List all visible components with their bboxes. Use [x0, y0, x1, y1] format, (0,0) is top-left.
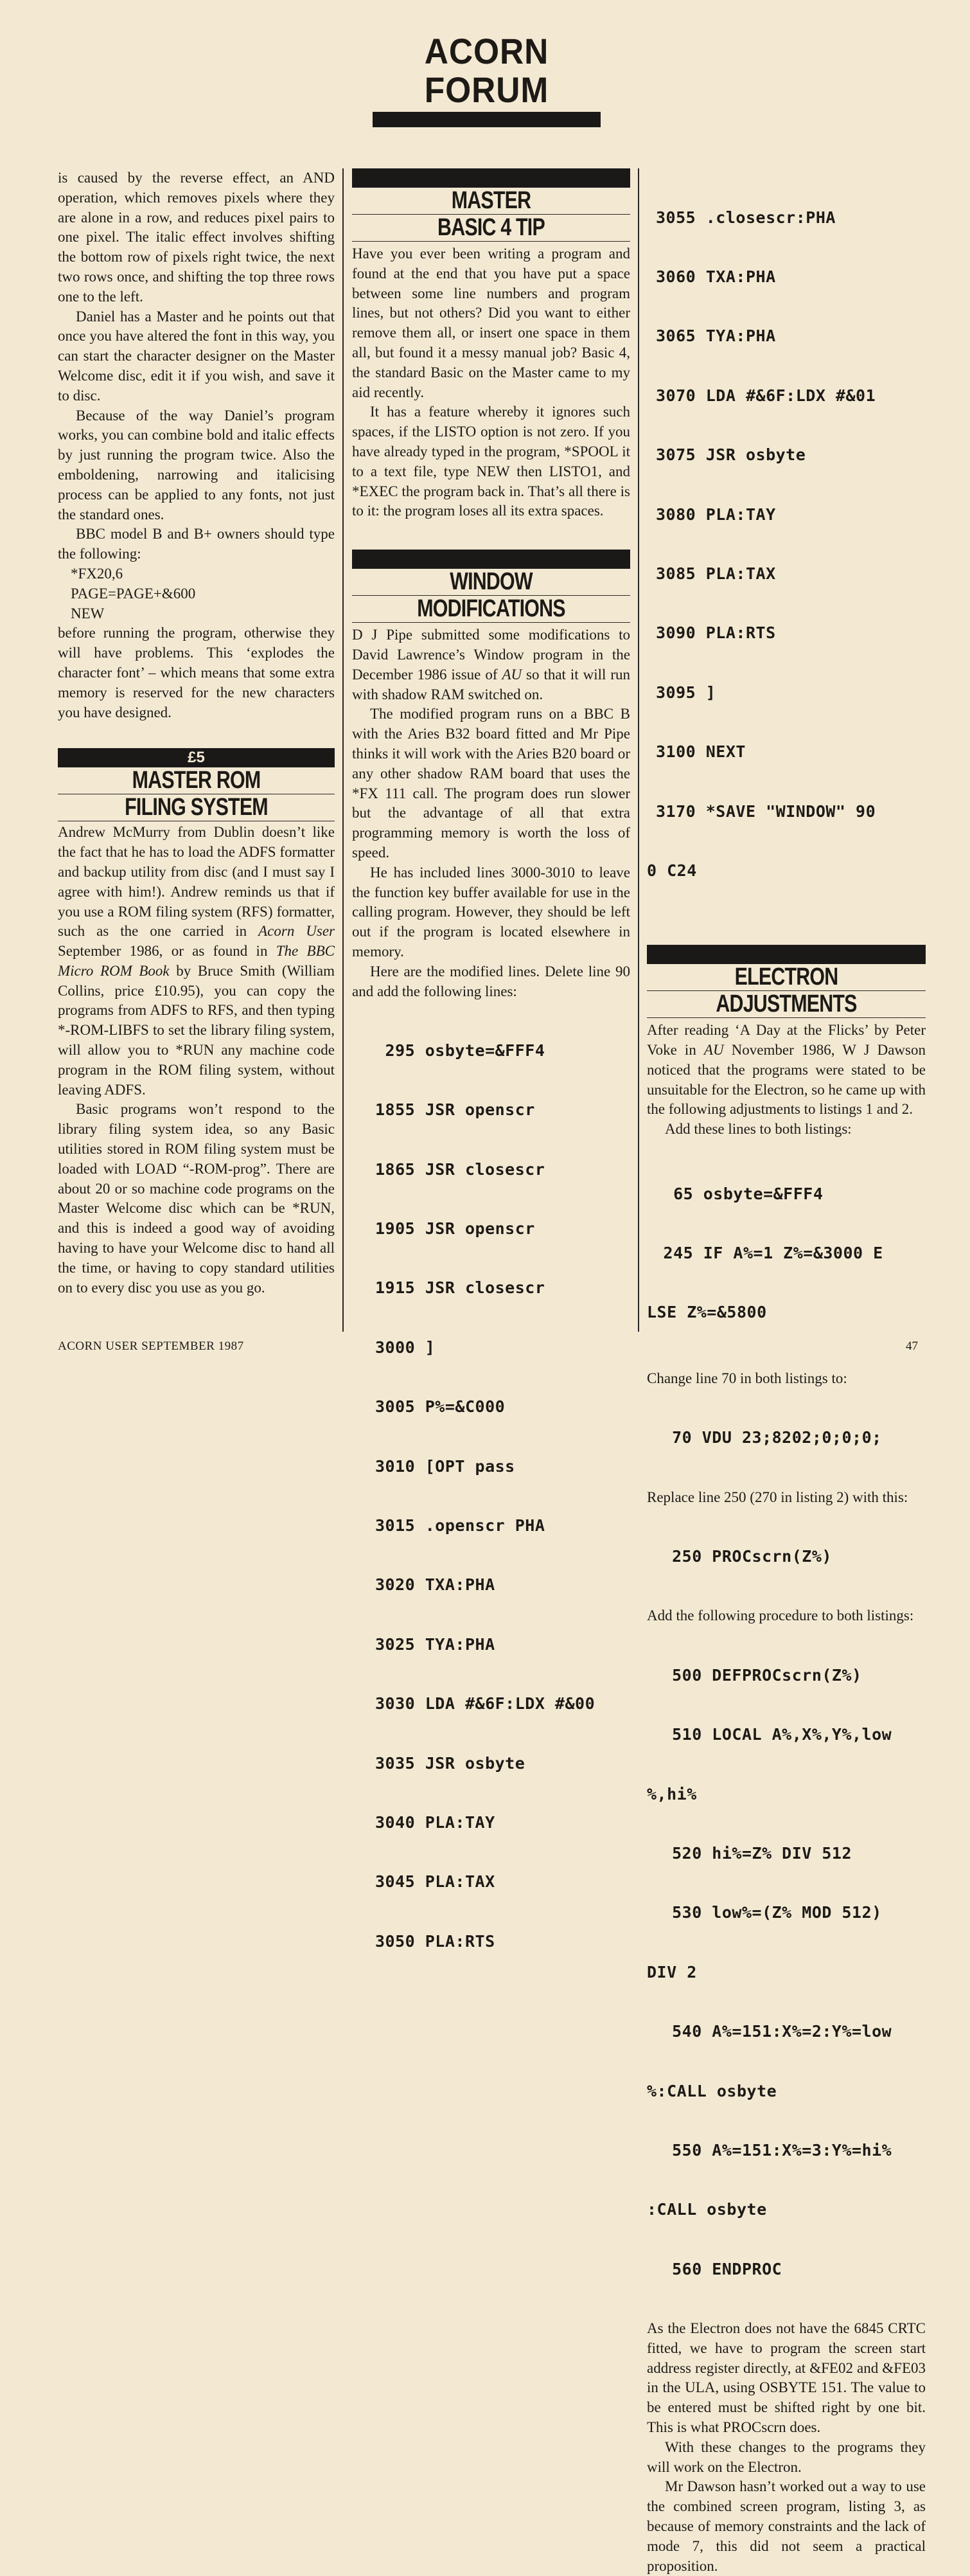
code-line: PAGE=PAGE+&600: [71, 585, 196, 602]
code-line: 295 osbyte=&FFF4: [375, 1041, 545, 1060]
heading-bar: [647, 945, 926, 964]
column-rule: [638, 168, 639, 1332]
window-section-heading: [352, 550, 630, 623]
code-line: :CALL osbyte: [647, 2200, 767, 2219]
code-line: 1865 JSR closescr: [375, 1159, 545, 1179]
code-line: 3005 P%=&C000: [375, 1397, 506, 1417]
paragraph: Because of the way Daniel’s program works, you can combine bold and italic effects by just running the program twice. Also the emboldening, narrowing and italicising process can be applied to any fonts, not just the standard ones.: [58, 407, 335, 523]
code-line: 560 ENDPROC: [652, 2259, 782, 2278]
code-line: 3030 LDA #&6F:LDX #&00: [375, 1694, 595, 1713]
code-listing: [647, 1145, 926, 1363]
code-line: 3040 PLA:TAY: [375, 1812, 495, 1832]
paragraph: After reading ‘A Day at the Flicks’ by Peter Voke in AU November 1986, W J Dawson noticed that the programs were stated to be unsuitable for the Electron, so he came up with the following adjustments to listings 1 and 2.: [647, 1022, 926, 1118]
code-line: 510 LOCAL A%,X%,Y%,low: [652, 1725, 892, 1744]
code-listing: [647, 168, 926, 920]
code-line: 70 VDU 23;8202;0;0;0;: [652, 1428, 882, 1447]
code-line: 3045 PLA:TAX: [375, 1872, 495, 1892]
code-line: 3035 JSR osbyte: [375, 1753, 525, 1773]
paragraph: Daniel has a Master and he points out that once you have altered the font in this way, you can start the character designer on the Master Welcome disc, edit it if you wish, and save it to disc.: [58, 308, 335, 404]
code-line: LSE Z%=&5800: [647, 1303, 767, 1322]
code-line: 3090 PLA:RTS: [656, 623, 776, 643]
code-line: 540 A%=151:X%=2:Y%=low: [652, 2022, 892, 2041]
column-3: [647, 168, 926, 2576]
code-line: 1915 JSR closescr: [375, 1278, 545, 1298]
code-line: 520 hi%=Z% DIV 512: [652, 1843, 852, 1863]
heading-bar: [352, 168, 630, 188]
basic-section-heading: [352, 168, 630, 242]
code-line: %:CALL osbyte: [647, 2081, 777, 2100]
code-line: 530 low%=(Z% MOD 512): [652, 1903, 882, 1922]
code-line: 3075 JSR osbyte: [656, 445, 806, 465]
code-listing: [647, 1507, 926, 1606]
code-listing: [647, 1626, 926, 2319]
code-line: 1905 JSR openscr: [375, 1219, 535, 1239]
masthead-bar: [373, 112, 601, 127]
paragraph: With these changes to the programs they will work on the Electron.: [647, 2438, 926, 2475]
section-heading: WINDOW: [450, 568, 533, 596]
code-line: 3025 TYA:PHA: [375, 1634, 495, 1654]
masthead: [373, 32, 601, 127]
paragraph: Basic programs won’t respond to the library filing system idea, so any Basic utilities stored in ROM filing system must be loaded with LOAD “-ROM-prog”. There are about 20 or so machine code programs on the Master Welcome disc which can be *RUN, and this is indeed a good way of avoiding having to have your Welcome disc to hand all the time, or having to copy standard utilities on to every disc you use as you go.: [58, 1101, 335, 1296]
column-2: [352, 168, 630, 1991]
code-line: 3170 *SAVE "WINDOW" 90: [656, 801, 876, 821]
code-line: DIV 2: [647, 1962, 697, 1981]
section-heading: ELECTRON: [734, 963, 838, 991]
section-heading: FILING SYSTEM: [125, 794, 268, 821]
paragraph: Have you ever been writing a program and found at the end that you have put a space between some line numbers and program lines, but not others? Did you want to either remove them all, or insert one space in them all, but found it a messy manual job? Basic 4, the standard Basic on the Master came to my aid recently.: [352, 246, 630, 400]
footer-publication: ACORN USER SEPTEMBER 1987: [58, 1339, 244, 1353]
paragraph: Andrew McMurry from Dublin doesn’t like the fact that he has to load the ADFS formatter and backup utility from disc (and I must say I agree with him!). Andrew reminds us that if you use a ROM filing system (RFS) formatter, such as the one carried in Acorn User September 1986, or as found in The BBC Micro ROM Book by Bruce Smith (William Collins, price £10.95), you can copy the programs from ADFS to RFS, and then typing *-ROM-LIBFS to set the library filing system, will allow you to *RUN any machine code program in the ROM filing system, without leaving ADFS.: [58, 824, 335, 1098]
code-line: 3050 PLA:RTS: [375, 1931, 495, 1951]
electron-section-heading: [647, 945, 926, 1018]
code-line: 3060 TXA:PHA: [656, 267, 776, 286]
code-line: 3000 ]: [375, 1337, 436, 1357]
page-number: 47: [906, 1339, 918, 1353]
prize-badge: £5: [58, 748, 335, 767]
paragraph: D J Pipe submitted some modifications to David Lawrence’s Window program in the December 1986 issue of AU so that it will run with shadow RAM switched on.: [352, 627, 630, 702]
code-line: %,hi%: [647, 1784, 697, 1803]
paragraph: before running the program, otherwise they will have problems. This ‘explodes the character font’ – which means that some extra memory is reserved for the new characters you have designed.: [58, 625, 335, 720]
section-title: ACORN FORUM: [424, 31, 549, 110]
code-listing: [647, 1389, 926, 1488]
code-line: 500 DEFPROCscrn(Z%): [652, 1665, 862, 1685]
code-listing: [352, 1001, 630, 1991]
code-line: 1855 JSR openscr: [375, 1100, 535, 1120]
paragraph: Mr Dawson hasn’t worked out a way to use the combined screen program, listing 3, as because of memory constraints and the lack of mode 7, this did not seem a practical proposition.: [647, 2478, 926, 2574]
code-line: 550 A%=151:X%=3:Y%=hi%: [652, 2140, 892, 2160]
section-heading: MODIFICATIONS: [417, 595, 565, 623]
section-heading: ADJUSTMENTS: [716, 990, 857, 1018]
code-line: 65 osbyte=&FFF4: [653, 1184, 824, 1203]
heading-rule: [352, 241, 630, 242]
code-line: 3070 LDA #&6F:LDX #&01: [656, 386, 876, 405]
paragraph: Add these lines to both listings:: [665, 1121, 852, 1138]
code-line: 3085 PLA:TAX: [656, 564, 776, 583]
heading-rule: [352, 622, 630, 623]
paragraph: Add the following procedure to both listings:: [647, 1607, 914, 1624]
paragraph: Here are the modified lines. Delete line 90 and add the following lines:: [352, 963, 630, 999]
paragraph: is caused by the reverse effect, an AND operation, which removes pixels where they are alone in a row, and reduces pixel pairs to one pixel. The italic effect involves shifting the bottom row of pixels right twice, the next two rows once, and shifting the top three rows one to the left.: [58, 170, 335, 305]
heading-rule: [647, 1017, 926, 1018]
paragraph: BBC model B and B+ owners should type the following:: [58, 526, 335, 562]
code-line: 3080 PLA:TAY: [656, 505, 776, 524]
section-heading: MASTER ROM: [132, 767, 261, 794]
paragraph: As the Electron does not have the 6845 CRTC fitted, we have to program the screen start address register directly, at &FE02 and &FE03 in the ULA, using OSBYTE 151. The value to be entered must be shifted right by one bit. This is what PROCscrn does.: [647, 2320, 926, 2436]
code-line: 250 PROCscrn(Z%): [652, 1547, 832, 1566]
code-line: 3095 ]: [656, 683, 716, 702]
section-heading: MASTER: [451, 187, 531, 214]
code-line: 3015 .openscr PHA: [375, 1516, 545, 1535]
paragraph: It has a feature whereby it ignores such spaces, if the LISTO option is not zero. If you have already typed in the program, *SPOOL it to a text file, type NEW then LISTO1, and *EXEC the program back in. That’s all there is to it: the program loses all its extra spaces.: [352, 404, 630, 519]
code-line: 3055 .closescr:PHA: [656, 208, 836, 227]
code-line: *FX20,6: [71, 565, 123, 582]
paragraph: The modified program runs on a BBC B with the Aries B32 board fitted and Mr Pipe thinks it will work with the Aries B20 board or any other shadow RAM board that uses the *FX 111 call. The program does run slower but the advantage of all that extra programming memory is worth the loss of speed.: [352, 706, 630, 861]
paragraph: He has included lines 3000-3010 to leave the function key buffer available for use in the calling program. However, they should be left out if the program is located elsewhere in memory.: [352, 864, 630, 960]
column-1: [58, 168, 335, 1298]
code-line: 3010 [OPT pass: [375, 1456, 515, 1476]
code-line: 0 C24: [647, 861, 697, 880]
paragraph: Replace line 250 (270 in listing 2) with this:: [647, 1489, 908, 1505]
code-line: 3100 NEXT: [656, 742, 746, 762]
paragraph: Change line 70 in both listings to:: [647, 1370, 847, 1386]
code-line: 245 IF A%=1 Z%=&3000 E: [653, 1244, 883, 1263]
code-line: 3020 TXA:PHA: [375, 1575, 495, 1595]
code-line: 3065 TYA:PHA: [656, 326, 776, 346]
heading-bar: [352, 550, 630, 569]
column-rule: [342, 168, 344, 1332]
code-line: NEW: [71, 605, 105, 622]
section-heading: BASIC 4 TIP: [437, 214, 545, 241]
rom-section-heading: [58, 748, 335, 821]
